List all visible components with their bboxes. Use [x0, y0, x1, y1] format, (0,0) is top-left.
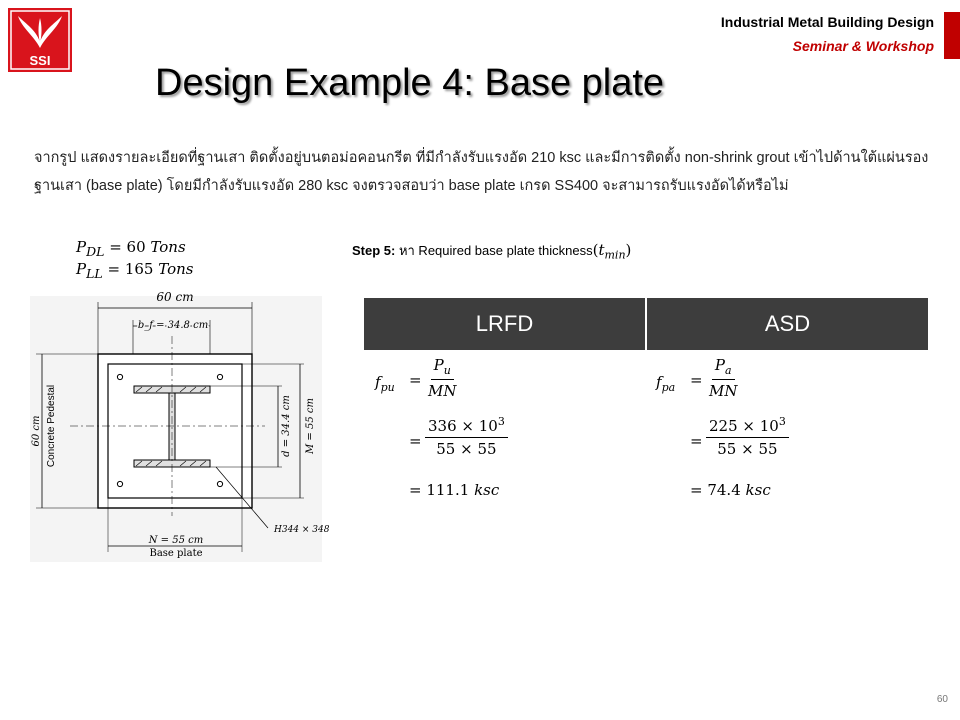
asd-fraction-1: $\frac{P_a}{MN}$: [709, 356, 738, 400]
n-dimension: N = 55 cm: [148, 535, 204, 546]
problem-statement: จากรูป แสดงรายละเอียดที่ฐานเสา ติดตั้งอยู่บนตอม่อคอนกรีต ที่มีกำลังรับแรงอัด 210 ksc และมีการติดตั้ง non-shrink grout เข้าไปด้านใต้แผ่นรองฐานเสา (base plate) โดยมีกำลังรับแรงอัด 280 ksc จงตรวจสอบว่า base plate เกรด SS400 จะสามารถรับแรงอัดได้หรือไม่: [34, 150, 929, 194]
page-number: 60: [936, 694, 948, 705]
logo-text: SSI: [29, 53, 51, 68]
top-dimension: 60 cm: [156, 290, 194, 304]
ssi-logo: [8, 8, 72, 72]
lrfd-fraction-2: $\frac{336 \times 10^3}{55 \times 55}$: [425, 415, 508, 458]
lrfd-fraction-1: $\frac{P_u}{MN}$: [428, 356, 457, 400]
lrfd-eq-1: =: [409, 371, 422, 389]
asd-fpa-var: $f_{pa}$: [656, 373, 676, 394]
header-accent-bar: [944, 12, 960, 59]
header-subtitle: Seminar & Workshop: [792, 38, 934, 54]
section-label: H344 × 348: [274, 525, 330, 535]
live-load: $P_{LL} = 165$ Tons: [76, 260, 194, 281]
lrfd-fpu-var: $f_{pu}$: [375, 373, 395, 394]
depth-dimension: d = 34.4 cm: [281, 395, 292, 457]
asd-eq-2: =: [690, 432, 703, 450]
dead-load: $P_{DL} = 60$ Tons: [76, 238, 186, 259]
asd-eq-1: =: [690, 371, 703, 389]
method-table-header: [364, 298, 928, 350]
plate-label: Base plate: [149, 548, 203, 559]
header-title: Industrial Metal Building Design: [720, 14, 934, 30]
pedestal-label: Concrete Pedestal: [46, 384, 57, 468]
asd-result: = 74.4 ksc: [690, 481, 771, 499]
step-heading: Step 5: หา Required base plate $thickness(t_{min})$: [352, 241, 632, 262]
step-text: หา Required base plate thickness: [395, 243, 593, 258]
m-dimension: M = 55 cm: [305, 398, 316, 454]
step-label: Step 5:: [352, 243, 396, 258]
asd-header: ASD: [647, 298, 928, 350]
asd-fraction-2: $\frac{225 \times 10^3}{55 \times 55}$: [706, 415, 789, 458]
lrfd-result: = 111.1 ksc: [409, 481, 500, 499]
lrfd-header: LRFD: [364, 298, 647, 350]
lrfd-eq-2: =: [409, 432, 422, 450]
slide-title: Design Example 4: Base plate: [155, 62, 665, 104]
base-plate-drawing: [30, 284, 330, 562]
left-dimension: 60 cm: [31, 415, 42, 447]
flange-width-dimension: b_f = 34.8 cm: [137, 320, 209, 331]
